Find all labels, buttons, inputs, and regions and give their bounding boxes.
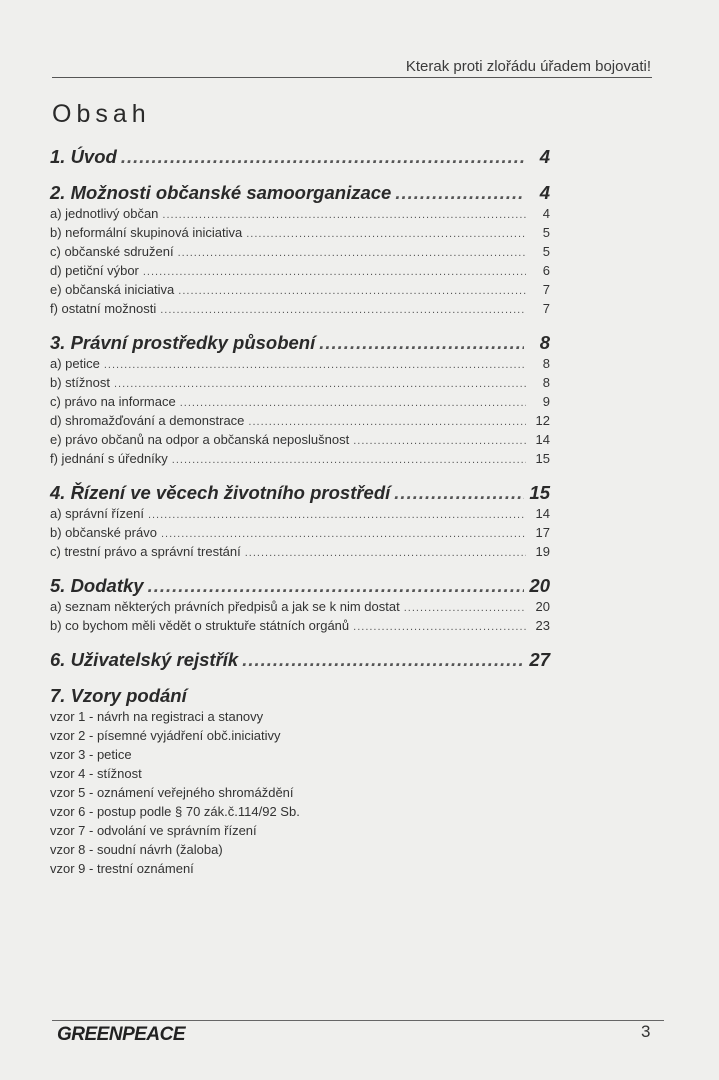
toc-entry-label: b) co bychom měli vědět o struktuře státních orgánů xyxy=(50,618,350,633)
leader-dots xyxy=(353,435,526,447)
toc-entry-page: 20 xyxy=(535,599,550,614)
toc-entry-label: e) občanská iniciativa xyxy=(50,282,175,297)
leader-dots xyxy=(162,209,526,221)
page-number: 3 xyxy=(641,1022,651,1041)
toc-section xyxy=(50,182,550,320)
toc-section-page: 20 xyxy=(529,575,550,596)
toc-section-title: 2. Možnosti občanské samoorganizace xyxy=(50,182,392,203)
toc-entry-page: 6 xyxy=(542,263,550,278)
toc-entry xyxy=(50,301,550,320)
leader-dots xyxy=(160,304,526,316)
toc-entry-label: a) jednotlivý občan xyxy=(50,206,159,221)
greenpeace-logo: GREENPEACE xyxy=(57,1024,186,1045)
leader-dots xyxy=(395,182,524,204)
leader-dots xyxy=(121,146,524,168)
toc-section-title: 6. Uživatelský rejstřík xyxy=(50,649,239,670)
toc-entry xyxy=(50,432,550,451)
toc-section xyxy=(50,482,550,563)
leader-dots xyxy=(246,228,526,240)
toc-entry-page: 14 xyxy=(535,506,550,521)
toc-entry xyxy=(50,413,550,432)
toc-entry-label: a) petice xyxy=(50,356,100,371)
toc-entry-page: 19 xyxy=(535,544,550,559)
leader-dots xyxy=(245,547,526,559)
leader-dots xyxy=(114,378,526,390)
toc-section-page: 4 xyxy=(539,182,550,203)
toc-section-page: 27 xyxy=(529,649,550,670)
table-of-contents xyxy=(50,146,550,880)
leader-dots xyxy=(143,266,526,278)
toc-entry-page: 17 xyxy=(535,525,550,540)
forms-section xyxy=(50,685,550,880)
toc-section xyxy=(50,146,550,170)
toc-entry xyxy=(50,356,550,375)
toc-entry xyxy=(50,263,550,282)
leader-dots xyxy=(172,454,526,466)
toc-entry-page: 5 xyxy=(542,244,550,259)
toc-entry xyxy=(50,282,550,301)
toc-section xyxy=(50,575,550,637)
toc-entry-label: c) právo na informace xyxy=(50,394,176,409)
toc-section xyxy=(50,649,550,673)
leader-dots xyxy=(319,332,524,354)
toc-entry-page: 12 xyxy=(535,413,550,428)
leader-dots xyxy=(161,528,526,540)
toc-section-heading xyxy=(50,649,550,673)
running-header: Kterak proti zlořádu úřadem bojovati! xyxy=(405,58,651,75)
toc-entry-label: c) trestní právo a správní trestání xyxy=(50,544,241,559)
toc-entry xyxy=(50,544,550,563)
toc-entry-page: 14 xyxy=(535,432,550,447)
form-template-item: vzor 4 - stížnost xyxy=(50,766,142,781)
toc-section-title: 5. Dodatky xyxy=(50,575,144,596)
toc-section-heading xyxy=(50,575,550,599)
leader-dots xyxy=(353,621,526,633)
leader-dots xyxy=(148,509,526,521)
toc-section-heading xyxy=(50,182,550,206)
header-rule xyxy=(52,77,652,78)
toc-entry-page: 15 xyxy=(535,451,550,466)
leader-dots xyxy=(178,247,526,259)
leader-dots xyxy=(148,575,524,597)
toc-entry-page: 5 xyxy=(542,225,550,240)
toc-entry-page: 23 xyxy=(535,618,550,633)
form-template-item: vzor 1 - návrh na registraci a stanovy xyxy=(50,709,264,724)
toc-entry-page: 8 xyxy=(542,375,550,390)
leader-dots xyxy=(394,482,524,504)
form-template-item: vzor 7 - odvolání ve správním řízení xyxy=(50,823,257,838)
toc-entry-label: e) právo občanů na odpor a občanská neposlušnost xyxy=(50,432,350,447)
toc-entry-page: 7 xyxy=(542,282,550,297)
form-template-item: vzor 5 - oznámení veřejného shromáždění xyxy=(50,785,294,800)
form-template-item: vzor 3 - petice xyxy=(50,747,132,762)
leader-dots xyxy=(248,416,526,428)
form-template-item: vzor 6 - postup podle § 70 zák.č.114/92 Sb. xyxy=(50,804,300,819)
toc-section-title: 4. Řízení ve věcech životního prostředí xyxy=(50,482,391,503)
toc-entry-page: 4 xyxy=(542,206,550,221)
toc-entry xyxy=(50,599,550,618)
toc-entry xyxy=(50,244,550,263)
page-title: Obsah xyxy=(52,100,151,128)
leader-dots xyxy=(178,285,526,297)
toc-entry-label: b) stížnost xyxy=(50,375,110,390)
toc-section xyxy=(50,332,550,470)
toc-section-title: 1. Úvod xyxy=(50,146,117,167)
toc-section-title: 3. Právní prostředky působení xyxy=(50,332,316,353)
toc-entry-page: 9 xyxy=(542,394,550,409)
toc-section-page: 4 xyxy=(539,146,550,167)
forms-title: 7. Vzory podání xyxy=(50,685,187,706)
toc-section-heading xyxy=(50,332,550,356)
toc-entry xyxy=(50,618,550,637)
toc-entry xyxy=(50,451,550,470)
toc-entry-page: 8 xyxy=(542,356,550,371)
form-template-item: vzor 9 - trestní oznámení xyxy=(50,861,194,876)
toc-section-heading xyxy=(50,482,550,506)
toc-entry-label: f) ostatní možnosti xyxy=(50,301,157,316)
toc-entry-label: d) shromažďování a demonstrace xyxy=(50,413,245,428)
toc-entry xyxy=(50,506,550,525)
toc-entry-page: 7 xyxy=(542,301,550,316)
toc-entry-label: b) občanské právo xyxy=(50,525,157,540)
toc-entry-label: c) občanské sdružení xyxy=(50,244,174,259)
toc-entry xyxy=(50,394,550,413)
toc-section-page: 8 xyxy=(539,332,550,353)
toc-entry xyxy=(50,225,550,244)
form-template-item: vzor 8 - soudní návrh (žaloba) xyxy=(50,842,223,857)
toc-section-page: 15 xyxy=(529,482,550,503)
leader-dots xyxy=(404,602,526,614)
toc-entry-label: d) petiční výbor xyxy=(50,263,139,278)
leader-dots xyxy=(242,649,524,671)
toc-entry xyxy=(50,206,550,225)
toc-entry xyxy=(50,525,550,544)
toc-entry-label: a) správní řízení xyxy=(50,506,144,521)
toc-section-heading xyxy=(50,146,550,170)
toc-entry-label: a) seznam některých právních předpisů a jak se k nim dostat xyxy=(50,599,400,614)
footer-rule xyxy=(52,1020,664,1021)
leader-dots xyxy=(104,359,526,371)
form-template-item: vzor 2 - písemné vyjádření obč.iniciativy xyxy=(50,728,281,743)
toc-entry-label: b) neformální skupinová iniciativa xyxy=(50,225,243,240)
toc-entry xyxy=(50,375,550,394)
toc-entry-label: f) jednání s úředníky xyxy=(50,451,168,466)
leader-dots xyxy=(180,397,526,409)
